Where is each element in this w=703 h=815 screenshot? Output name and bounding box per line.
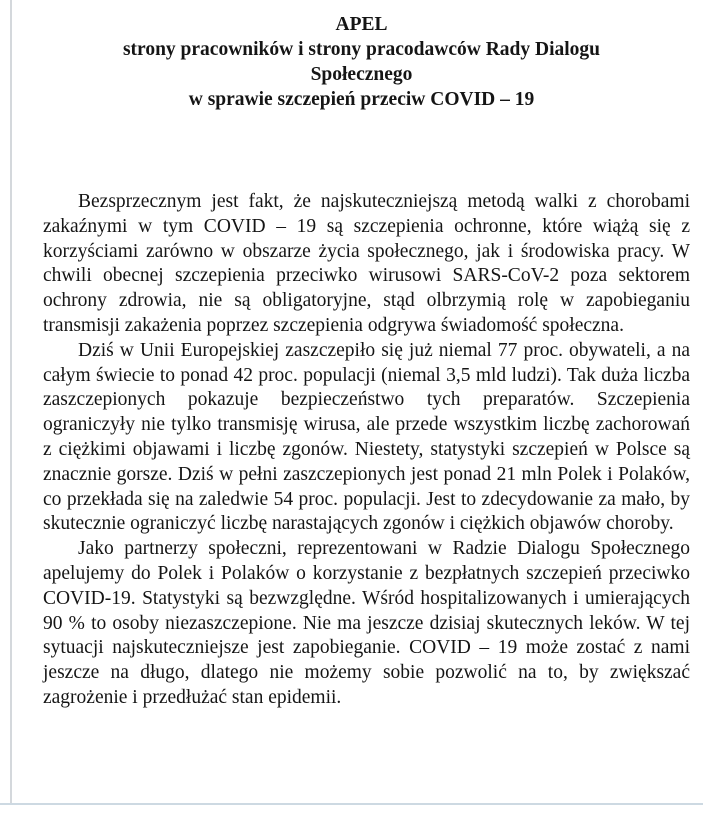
title-line-2: strony pracowników i strony pracodawców Rady Dialogu <box>122 39 601 60</box>
paragraph-3: Jako partnerzy społeczni, reprezentowani w Radzie Dialogu Społecznego apelujemy do Polek i Polaków o korzystanie z bezpłatnych szczepień przeciwko COVID-19. Statystyki są bezwzględne. Wśród hospitalizowanych i umierających 90 % to osoby niezaszczepione. Nie ma jeszcze dzisiaj skutecznych leków. W tej sytuacji najskuteczniejsze jest zapobieganie. COVID – 19 może zostać z nami jeszcze na długo, dlatego nie możemy sobie pozwolić na to, by zwiększać zagrożenie i przedłużać stan epidemii. <box>43 538 690 708</box>
paragraph-2: Dziś w Unii Europejskiej zaszczepiło się już niemal 77 proc. obywateli, a na całym świecie to ponad 42 proc. populacji (niemal 3,5 mld ludzi). Tak duża liczba zaszczepionych pokazuje bezpieczeństwo tych preparatów. Szczepienia ograniczyły nie tylko transmisję wirusa, ale przede wszystkim liczbę zachorowań z ciężkimi objawami i liczbę zgonów. Niestety, statystyki szczepień w Polsce są znacznie gorsze. Dziś w pełni zaszczepionych jest ponad 21 mln Polek i Polaków, co przekłada się na zaledwie 54 proc. populacji. Jest to zdecydowanie za mało, by skutecznie ograniczyć liczbę narastających zgonów i ciężkich objawów choroby. <box>43 339 690 535</box>
title-line-1: APEL <box>335 14 388 35</box>
document-title <box>43 12 680 112</box>
paragraph-1: Bezsprzecznym jest fakt, że najskuteczniejszą metodą walki z chorobami zakaźnymi w tym COVID – 19 są szczepienia ochronne, które wiążą się z korzyściami zarówno w obszarze życia społecznego, jak i środowiska pracy. W chwili obecnej szczepienia przeciwko wirusowi SARS-CoV-2 poza sektorem ochrony zdrowia, nie są obligatoryjne, stąd olbrzymią rolę w zapobieganiu transmisji zakażenia poprzez szczepienia odgrywa świadomość społeczna. <box>43 191 690 336</box>
document-body <box>43 190 690 711</box>
title-line-3: Społecznego <box>310 64 413 85</box>
page-bottom-edge-line <box>0 803 703 805</box>
page-left-edge-line <box>10 0 12 803</box>
title-line-4: w sprawie szczepień przeciw COVID – 19 <box>188 89 535 110</box>
